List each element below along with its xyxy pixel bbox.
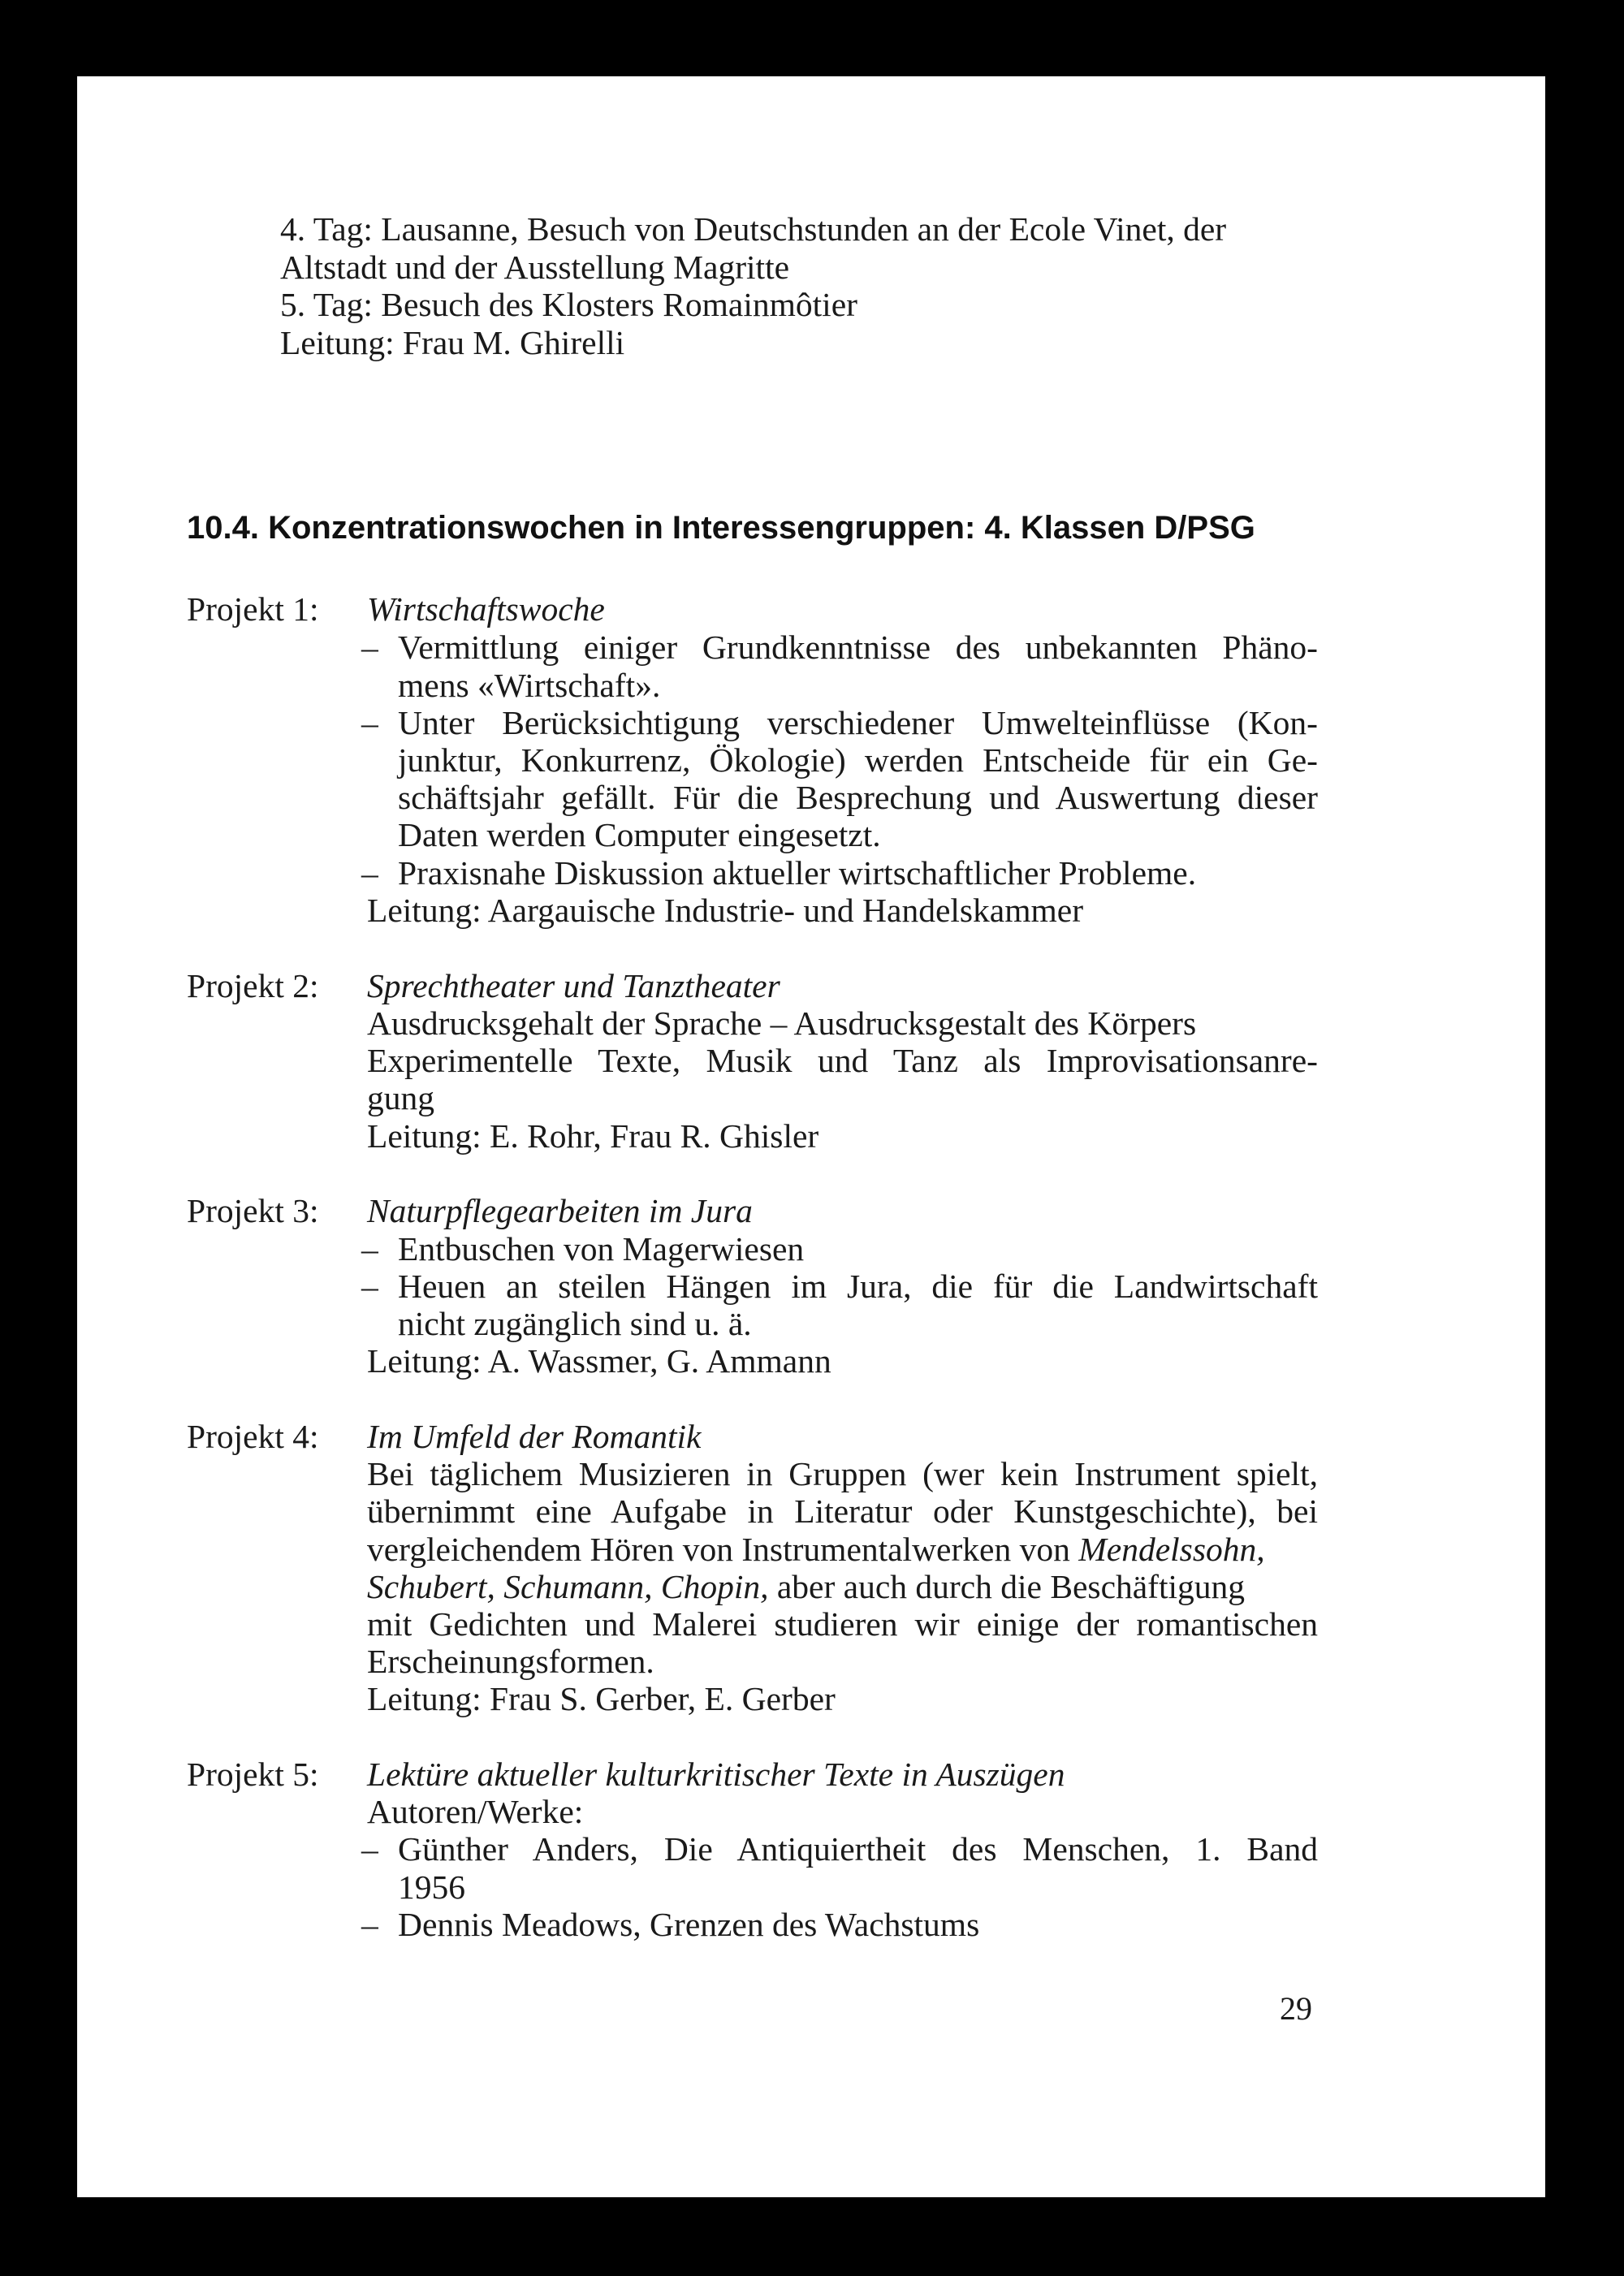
project-4-line xyxy=(367,1567,1245,1606)
intro-line: Altstadt und der Ausstellung Magritte xyxy=(280,248,790,286)
project-4-line-text: vergleichendem Hören von Instrumentalwerken von xyxy=(367,1531,1070,1568)
project-2-line: Experimentelle Texte, Musik und Tanz als Improvisationsanre- xyxy=(367,1042,1318,1079)
dash-marker: – xyxy=(361,628,378,666)
project-4-leitung: Leitung: Frau S. Gerber, E. Gerber xyxy=(367,1680,836,1717)
project-5-line: 1956 xyxy=(398,1868,465,1906)
project-1-line: Daten werden Computer eingesetzt. xyxy=(398,816,881,853)
project-3-label: Projekt 3: xyxy=(187,1192,319,1229)
project-2-title: Sprechtheater und Tanztheater xyxy=(367,967,780,1004)
project-4-line: Erscheinungsformen. xyxy=(367,1643,654,1680)
dash-marker: – xyxy=(361,1906,378,1943)
composer-names: Schubert, Schumann, Chopin, xyxy=(367,1568,769,1605)
project-4-line: Bei täglichem Musizieren in Gruppen (wer kein Instrument spielt, xyxy=(367,1455,1318,1492)
project-2-line: Ausdrucksgehalt der Sprache – Ausdrucksgestalt des Körpers xyxy=(367,1004,1197,1042)
project-3-leitung: Leitung: A. Wassmer, G. Ammann xyxy=(367,1342,831,1380)
intro-line: 5. Tag: Besuch des Klosters Romainmôtier xyxy=(280,286,857,323)
dash-marker: – xyxy=(361,704,378,741)
intro-line: 4. Tag: Lausanne, Besuch von Deutschstunden an der Ecole Vinet, der xyxy=(280,210,1227,248)
dash-marker: – xyxy=(361,1268,378,1305)
project-4-title: Im Umfeld der Romantik xyxy=(367,1418,702,1455)
project-4-label: Projekt 4: xyxy=(187,1418,319,1455)
page-number: 29 xyxy=(1280,1990,1312,2027)
section-heading: 10.4. Konzentrationswochen in Interessengruppen: 4. Klassen D/PSG xyxy=(187,510,1255,546)
dash-marker: – xyxy=(361,854,378,892)
project-5-line: Günther Anders, Die Antiquiertheit des Menschen, 1. Band xyxy=(398,1830,1318,1868)
project-2-label: Projekt 2: xyxy=(187,967,319,1004)
project-1-label: Projekt 1: xyxy=(187,590,319,628)
project-1-line: Praxisnahe Diskussion aktueller wirtschaftlicher Probleme. xyxy=(398,854,1197,892)
project-5-title: Lektüre aktueller kulturkritischer Texte in Auszügen xyxy=(367,1756,1065,1793)
project-4-line: übernimmt eine Aufgabe in Literatur oder Kunstgeschichte), bei xyxy=(367,1492,1318,1530)
composer-name: Mendelssohn, xyxy=(1078,1531,1265,1568)
project-4-line-text: aber auch durch die Beschäftigung xyxy=(776,1568,1246,1605)
project-1-line: Unter Berücksichtigung verschiedener Umwelteinflüsse (Kon- xyxy=(398,704,1318,741)
project-1-title: Wirtschaftswoche xyxy=(367,590,605,628)
project-4-line: mit Gedichten und Malerei studieren wir einige der romantischen xyxy=(367,1605,1318,1643)
project-3-line: Heuen an steilen Hängen im Jura, die für die Landwirtschaft xyxy=(398,1268,1318,1305)
project-1-line: schäftsjahr gefällt. Für die Besprechung und Auswertung dieser xyxy=(398,779,1318,816)
dash-marker: – xyxy=(361,1830,378,1868)
intro-line: Leitung: Frau M. Ghirelli xyxy=(280,324,625,361)
project-5-line: Autoren/Werke: xyxy=(367,1793,584,1830)
project-3-title: Naturpflegearbeiten im Jura xyxy=(367,1192,753,1229)
project-1-leitung: Leitung: Aargauische Industrie- und Handelskammer xyxy=(367,892,1084,929)
project-1-line: mens «Wirtschaft». xyxy=(398,667,661,704)
project-3-line: Entbuschen von Magerwiesen xyxy=(398,1230,805,1268)
project-5-line: Dennis Meadows, Grenzen des Wachstums xyxy=(398,1906,980,1943)
project-4-line xyxy=(367,1530,1265,1569)
project-2-line: gung xyxy=(367,1079,434,1116)
project-2-leitung: Leitung: E. Rohr, Frau R. Ghisler xyxy=(367,1117,819,1155)
project-3-line: nicht zugänglich sind u. ä. xyxy=(398,1305,752,1342)
project-1-line: junktur, Konkurrenz, Ökologie) werden Entscheide für ein Ge- xyxy=(398,741,1318,779)
project-1-line: Vermittlung einiger Grundkenntnisse des unbekannten Phäno- xyxy=(398,628,1318,666)
dash-marker: – xyxy=(361,1230,378,1268)
project-5-label: Projekt 5: xyxy=(187,1756,319,1793)
